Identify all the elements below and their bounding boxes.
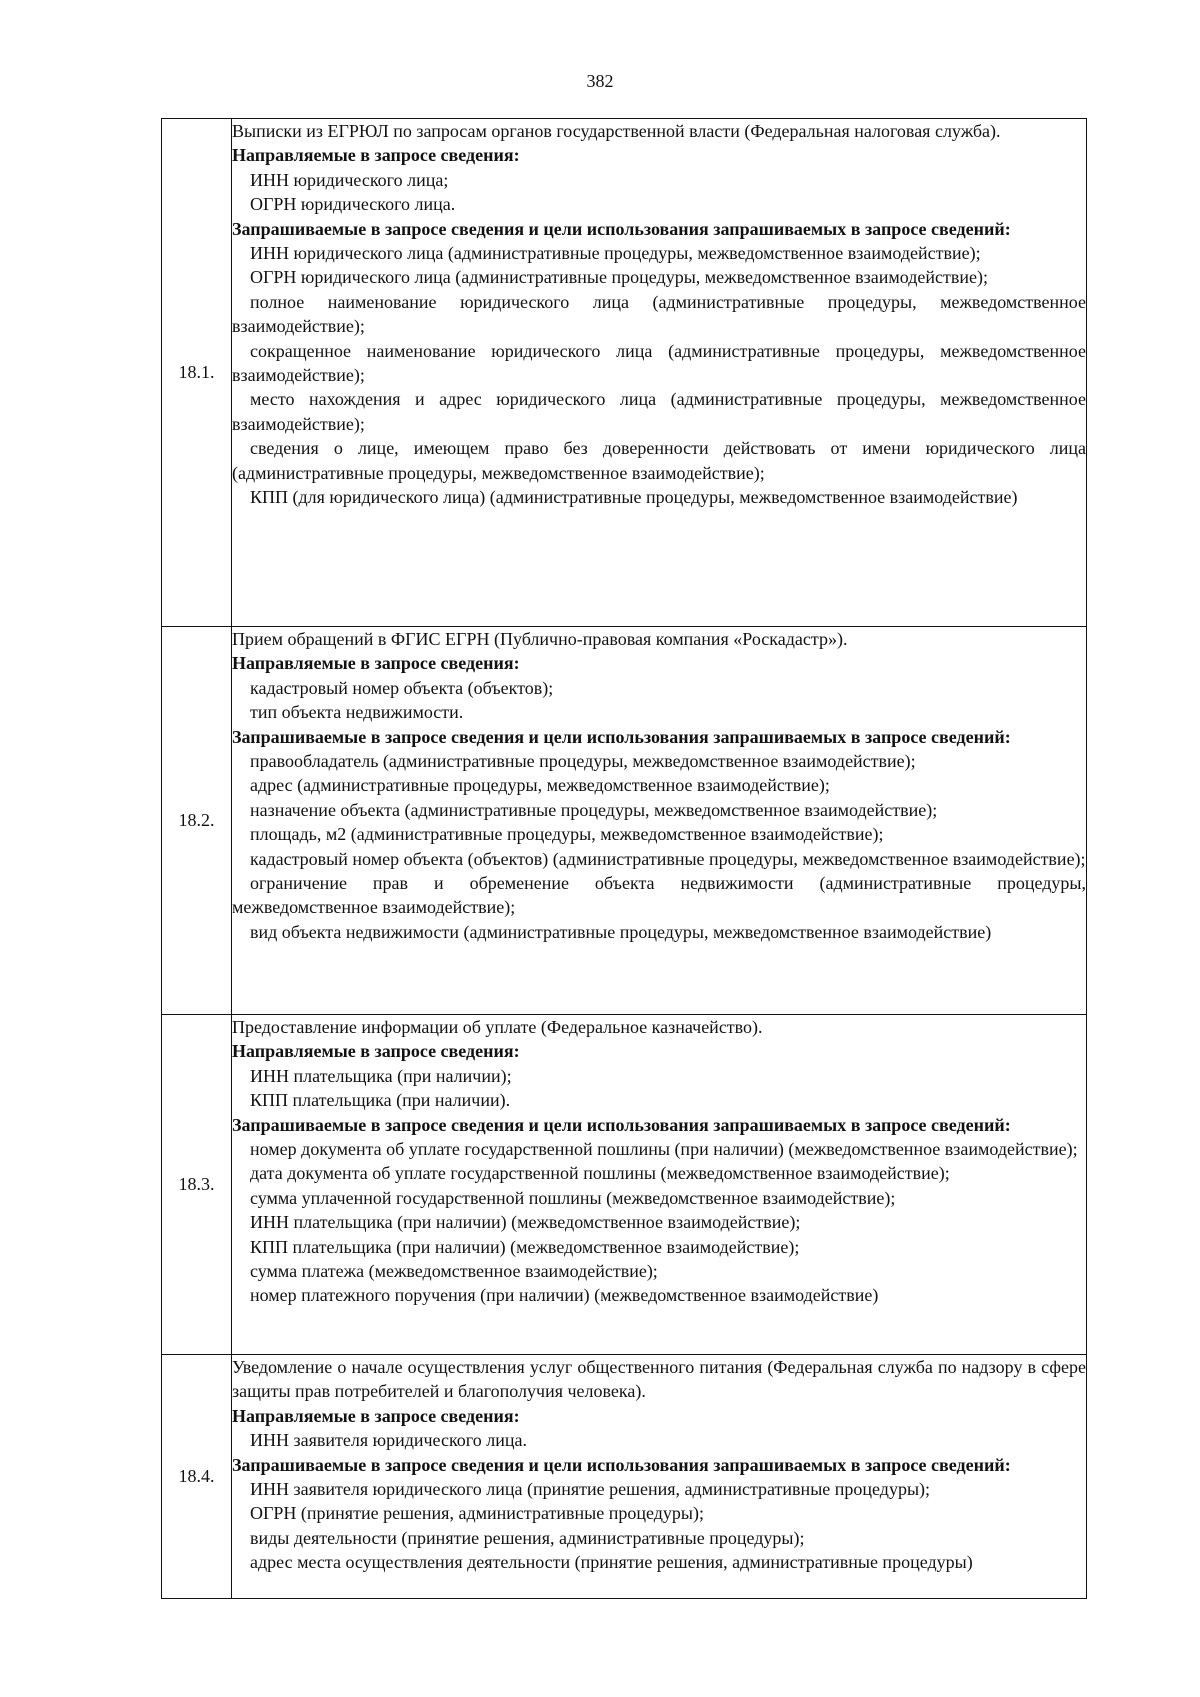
page-number: 382 bbox=[586, 71, 614, 91]
requested-item: ИНН заявителя юридического лица (принятие решения, административные процедуры); bbox=[250, 1479, 931, 1500]
requested-item: ОГРН (принятие решения, административные процедуры); bbox=[250, 1503, 704, 1524]
requested-item: ИНН юридического лица (административные процедуры, межведомственное взаимодействие); bbox=[250, 243, 981, 264]
sent-item: ОГРН юридического лица. bbox=[250, 194, 456, 215]
sent-item: кадастровый номер объекта (объектов); bbox=[250, 677, 554, 698]
requested-item: дата документа об уплате государственной пошлины (межведомственное взаимодействие); bbox=[250, 1163, 950, 1184]
sent-heading: Направляемые в запросе сведения: bbox=[232, 653, 520, 674]
requested-item: сокращенное наименование юридического лица (административные процедуры, межведомственное взаимодействие); bbox=[232, 340, 1086, 386]
sent-item: КПП плательщика (при наличии). bbox=[250, 1090, 511, 1111]
requested-item: вид объекта недвижимости (административные процедуры, межведомственное взаимодействие) bbox=[250, 921, 992, 942]
requested-heading: Запрашиваемые в запросе сведения и цели использования запрашиваемых в запросе сведений: bbox=[232, 726, 1011, 747]
sent-heading: Направляемые в запросе сведения: bbox=[232, 1041, 520, 1062]
requested-heading: Запрашиваемые в запросе сведения и цели использования запрашиваемых в запросе сведений: bbox=[232, 1114, 1011, 1135]
service-description: Предоставление информации об уплате (Федеральное казначейство). bbox=[232, 1017, 763, 1037]
requested-item: ограничение прав и обременение объекта недвижимости (административные процедуры, межведомственное взаимодействие); bbox=[232, 873, 1086, 918]
requested-item: правообладатель (административные процедуры, межведомственное взаимодействие); bbox=[250, 751, 916, 772]
row-number: 18.3. bbox=[162, 1015, 232, 1355]
requested-item: КПП плательщика (при наличии) (межведомственное взаимодействие); bbox=[250, 1236, 800, 1257]
table-row bbox=[162, 1355, 1087, 1599]
requested-item: ИНН плательщика (при наличии) (межведомственное взаимодействие); bbox=[250, 1212, 801, 1233]
service-description: Прием обращений в ФГИС ЕГРН (Публично-правовая компания «Роскадастр»). bbox=[232, 629, 848, 649]
service-description: Уведомление о начале осуществления услуг общественного питания (Федеральная служба по надзору в сфере защиты прав потребителей и благополучия человека). bbox=[232, 1357, 1086, 1402]
requests-table bbox=[161, 118, 1087, 1599]
service-description: Выписки из ЕГРЮЛ по запросам органов государственной власти (Федеральная налоговая служба). bbox=[232, 121, 1001, 141]
row-content bbox=[232, 1015, 1087, 1355]
sent-item: ИНН заявителя юридического лица. bbox=[250, 1430, 527, 1451]
requested-item: ОГРН юридического лица (административные процедуры, межведомственное взаимодействие); bbox=[250, 267, 989, 288]
requested-heading: Запрашиваемые в запросе сведения и цели использования запрашиваемых в запросе сведений: bbox=[232, 1454, 1011, 1475]
table-row bbox=[162, 119, 1087, 627]
requested-item: виды деятельности (принятие решения, административные процедуры); bbox=[250, 1527, 805, 1548]
sent-item: ИНН плательщика (при наличии); bbox=[250, 1065, 512, 1086]
requested-item: адрес (административные процедуры, межведомственное взаимодействие); bbox=[250, 775, 830, 796]
requested-heading: Запрашиваемые в запросе сведения и цели использования запрашиваемых в запросе сведений: bbox=[232, 218, 1011, 239]
row-content bbox=[232, 119, 1087, 627]
row-content bbox=[232, 627, 1087, 1015]
requested-item: площадь, м2 (административные процедуры, межведомственное взаимодействие); bbox=[250, 824, 884, 845]
requested-item: номер платежного поручения (при наличии) (межведомственное взаимодействие) bbox=[250, 1285, 879, 1306]
requested-item: сведения о лице, имеющем право без доверенности действовать от имени юридического лица (административные процедуры, межведомственное взаимодействие); bbox=[232, 438, 1086, 483]
sent-heading: Направляемые в запросе сведения: bbox=[232, 145, 520, 166]
sent-item: ИНН юридического лица; bbox=[250, 169, 449, 190]
requested-item: кадастровый номер объекта (объектов) (административные процедуры, межведомственное взаимодействие); bbox=[250, 848, 1086, 869]
requested-item: номер документа об уплате государственной пошлины (при наличии) (межведомственное взаимодействие); bbox=[250, 1139, 1078, 1160]
table-row bbox=[162, 1015, 1087, 1355]
table-row bbox=[162, 627, 1087, 1015]
requested-item: адрес места осуществления деятельности (принятие решения, административные процедуры) bbox=[250, 1552, 973, 1573]
requested-item: место нахождения и адрес юридического лица (административные процедуры, межведомственное взаимодействие); bbox=[232, 389, 1086, 434]
row-number: 18.4. bbox=[162, 1355, 232, 1599]
row-number: 18.1. bbox=[162, 119, 232, 627]
sent-heading: Направляемые в запросе сведения: bbox=[232, 1405, 520, 1426]
row-content bbox=[232, 1355, 1087, 1599]
requested-item: сумма уплаченной государственной пошлины (межведомственное взаимодействие); bbox=[250, 1187, 896, 1208]
row-number: 18.2. bbox=[162, 627, 232, 1015]
requested-item: КПП (для юридического лица) (административные процедуры, межведомственное взаимодействие) bbox=[250, 487, 1018, 508]
requested-item: назначение объекта (административные процедуры, межведомственное взаимодействие); bbox=[250, 799, 938, 820]
requested-item: полное наименование юридического лица (административные процедуры, межведомственное взаимодействие); bbox=[232, 291, 1086, 337]
requested-item: сумма платежа (межведомственное взаимодействие); bbox=[250, 1261, 658, 1282]
sent-item: тип объекта недвижимости. bbox=[250, 702, 464, 723]
